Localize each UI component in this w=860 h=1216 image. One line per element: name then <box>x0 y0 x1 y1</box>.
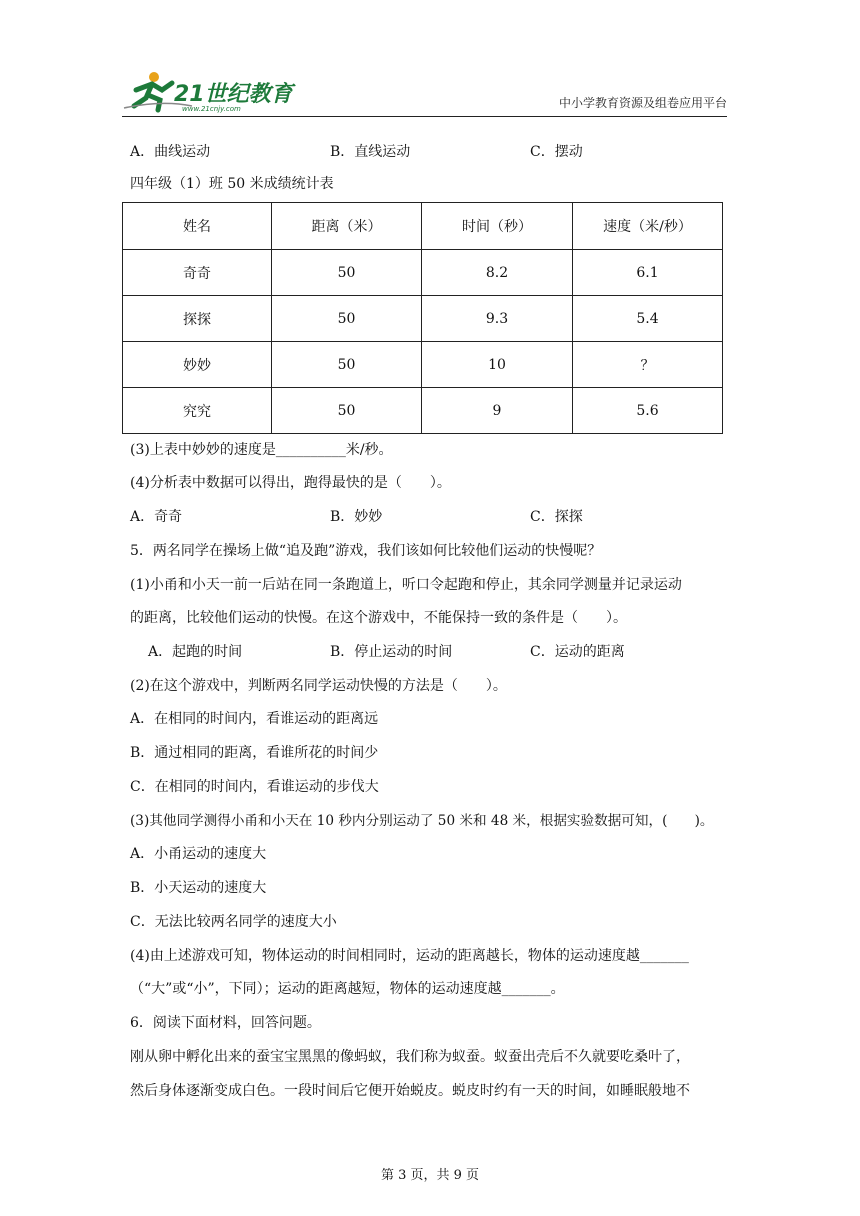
svg-text:www.21cnjy.com: www.21cnjy.com <box>182 105 241 113</box>
table-header: 速度（米/秒） <box>573 203 723 250</box>
table-cell: 妙妙 <box>123 342 272 388</box>
option-c: C．运动的距离 <box>530 644 625 660</box>
table-row <box>123 296 723 342</box>
q5-part1-line2: 的距离，比较他们运动的快慢。在这个游戏中，不能保持一致的条件是（ ）。 <box>130 610 627 626</box>
option-b: B．通过相同的距离，看谁所花的时间少 <box>130 745 379 761</box>
table-row <box>123 388 723 434</box>
page-header <box>122 66 727 117</box>
q5-part4-line1: (4)由上述游戏可知，物体运动的时间相同时，运动的距离越长，物体的运动速度越_______ <box>130 948 689 964</box>
table-header: 距离（米） <box>272 203 422 250</box>
table-cell: 50 <box>272 250 422 296</box>
option-c: C．在相同的时间内，看谁运动的步伐大 <box>130 779 379 795</box>
option-b: B．小天运动的速度大 <box>130 880 267 896</box>
page-footer: 第 3 页，共 9 页 <box>380 1168 480 1183</box>
q4-part3: (3)上表中妙妙的速度是__________米/秒。 <box>130 442 393 458</box>
q5-part2: (2)在这个游戏中，判断两名同学运动快慢的方法是（ ）。 <box>130 678 507 694</box>
option-a: A．起跑的时间 <box>148 644 243 660</box>
q6-title: 6．阅读下面材料，回答问题。 <box>130 1015 321 1031</box>
table-cell: 50 <box>272 388 422 434</box>
table-cell: 50 <box>272 296 422 342</box>
table-cell: 8.2 <box>422 250 573 296</box>
table-header: 时间（秒） <box>422 203 573 250</box>
q5-part1-line1: (1)小甬和小天一前一后站在同一条跑道上，听口令起跑和停止，其余同学测量并记录运动 <box>130 577 682 593</box>
q4-part4: (4)分析表中数据可以得出，跑得最快的是（ ）。 <box>130 475 451 491</box>
option-b: B．直线运动 <box>330 144 411 160</box>
table-cell: 探探 <box>123 296 272 342</box>
option-c: C．摆动 <box>530 144 583 160</box>
option-c: C．无法比较两名同学的速度大小 <box>130 914 337 930</box>
site-logo <box>122 68 297 114</box>
table-cell: 9 <box>422 388 573 434</box>
table-cell: 6.1 <box>573 250 723 296</box>
q5-title: 5．两名同学在操场上做“追及跑”游戏，我们该如何比较他们运动的快慢呢？ <box>130 543 602 559</box>
table-cell: ？ <box>573 342 723 388</box>
table-caption: 四年级（1）班 50 米成绩统计表 <box>130 176 334 192</box>
q6-text-line1: 刚从卵中孵化出来的蚕宝宝黑黑的像蚂蚁，我们称为蚁蚕。蚁蚕出壳后不久就要吃桑叶了， <box>130 1049 690 1065</box>
table-cell: 5.6 <box>573 388 723 434</box>
results-table <box>122 202 723 434</box>
option-b: B．妙妙 <box>330 509 383 525</box>
option-a: A．在相同的时间内，看谁运动的距离远 <box>130 711 379 727</box>
q5-part4-line2: （“大”或“小”，下同）；运动的距离越短，物体的运动速度越_______。 <box>130 981 565 997</box>
table-cell: 9.3 <box>422 296 573 342</box>
table-cell: 奇奇 <box>123 250 272 296</box>
option-b: B．停止运动的时间 <box>330 644 453 660</box>
table-cell: 5.4 <box>573 296 723 342</box>
table-cell: 50 <box>272 342 422 388</box>
table-row <box>123 250 723 296</box>
option-a: A．奇奇 <box>130 509 183 525</box>
option-c: C．探探 <box>530 509 583 525</box>
platform-name: 中小学教育资源及组卷应用平台 <box>558 96 727 110</box>
table-header: 姓名 <box>123 203 272 250</box>
table-cell: 究究 <box>123 388 272 434</box>
q5-part3: (3)其他同学测得小甬和小天在 10 秒内分别运动了 50 米和 48 米，根据实验数据可知，( )。 <box>130 813 714 829</box>
svg-text:21世纪教育: 21世纪教育 <box>174 82 293 107</box>
table-cell: 10 <box>422 342 573 388</box>
table-row <box>123 342 723 388</box>
table-header-row <box>123 203 723 250</box>
option-a: A．小甬运动的速度大 <box>130 846 267 862</box>
option-a: A．曲线运动 <box>130 144 211 160</box>
q6-text-line2: 然后身体逐渐变成白色。一段时间后它便开始蜕皮。蜕皮时约有一天的时间，如睡眠般地不 <box>130 1083 690 1099</box>
